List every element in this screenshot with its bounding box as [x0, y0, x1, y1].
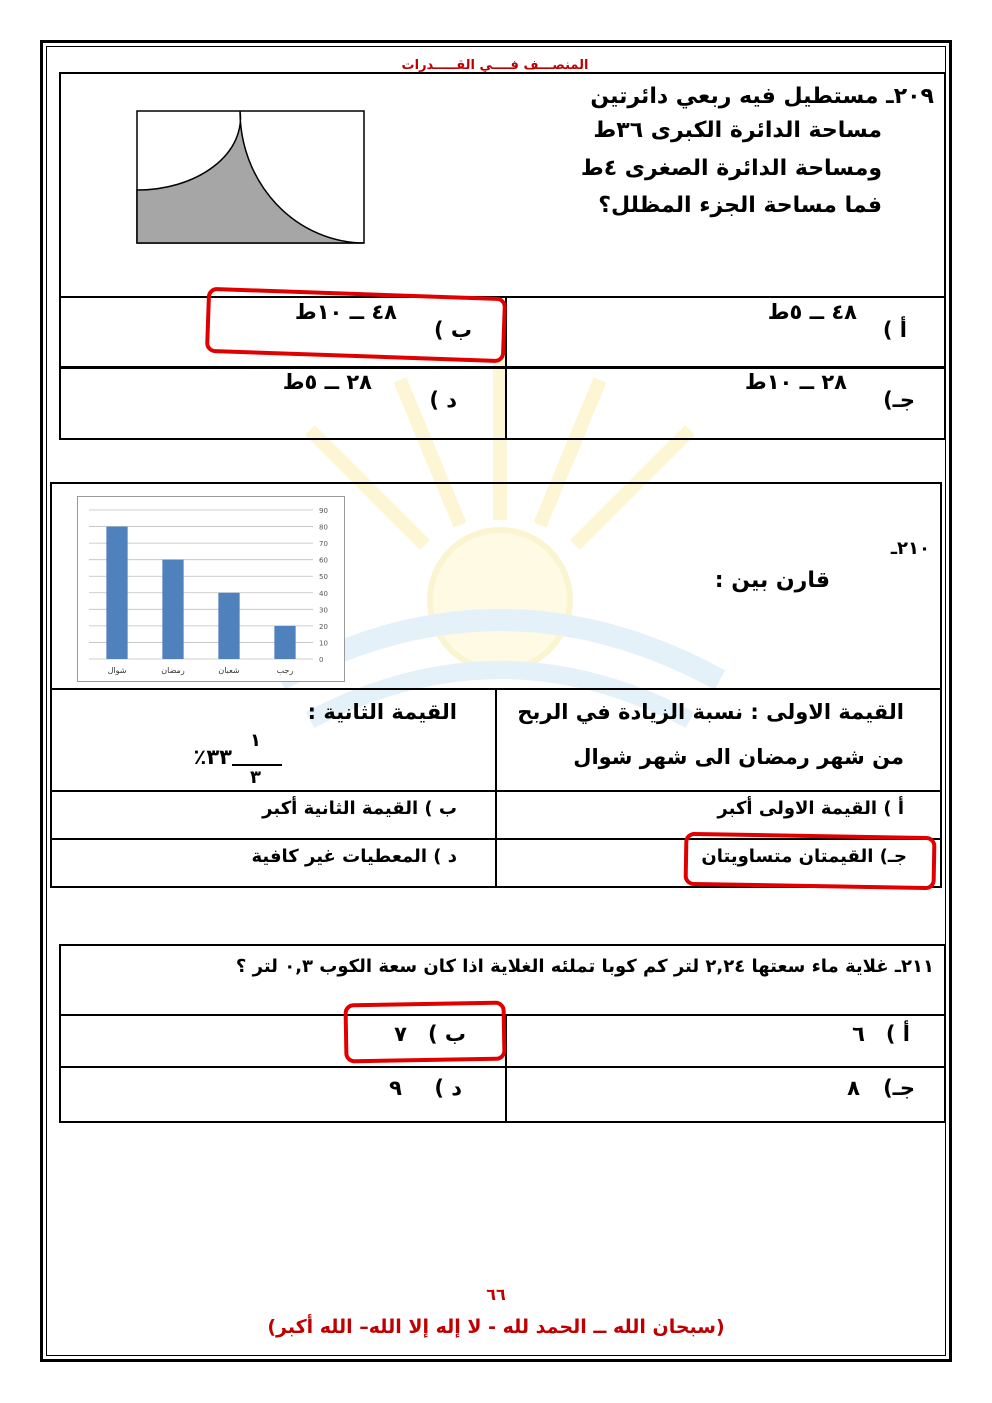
- q209-option-a-letter: أ ): [882, 318, 907, 342]
- chart-x-tick-label: رمضان: [161, 666, 185, 675]
- q210-number: ٢١٠ـ: [890, 538, 930, 559]
- chart-x-tick-label: رجب: [276, 666, 294, 675]
- q209-option-d-value: ٢٨ ــ ٥ط: [282, 370, 372, 394]
- q209-figure: [136, 110, 366, 245]
- q210-answer-mark: [684, 832, 937, 890]
- q209-option-c-value: ٢٨ ــ ١٠ط: [744, 370, 847, 394]
- q211-option-a-letter: أ ): [885, 1022, 910, 1046]
- page-number: ٦٦: [486, 1285, 506, 1304]
- chart-x-tick-label: شعبان: [218, 666, 240, 675]
- chart-y-tick-label: 20: [319, 622, 328, 631]
- chart-y-tick-label: 60: [319, 556, 328, 565]
- q211-option-c-letter: جـ): [883, 1076, 915, 1100]
- chart-y-tick-label: 30: [319, 606, 328, 615]
- q210-option-a-label: أ ) القيمة الاولى أكبر: [717, 798, 904, 819]
- chart-y-tick-label: 0: [319, 656, 324, 664]
- q210-bar-chart: [77, 496, 345, 682]
- q210-value2-frac-den: ٣: [250, 767, 261, 788]
- q209-number: ٢٠٩ـ: [886, 84, 934, 109]
- q210-option-d-label: د ) المعطيات غير كافية: [251, 846, 457, 867]
- chart-y-tick-label: 10: [319, 639, 328, 648]
- q211-option-a[interactable]: [505, 1014, 946, 1068]
- q209-answer-mark: [205, 287, 507, 363]
- q210-value2-frac-num: ١: [250, 730, 261, 751]
- q209-option-c-letter: جـ): [883, 388, 915, 412]
- q209-option-a-value: ٤٨ ــ ٥ط: [767, 300, 857, 324]
- q211-option-a-value: ٦: [852, 1022, 865, 1046]
- q211-option-b-value: ٧: [394, 1022, 407, 1046]
- q210-value1-line2: من شهر رمضان الى شهر شوال: [573, 745, 904, 769]
- chart-bar: [162, 560, 183, 659]
- chart-bar: [218, 593, 239, 659]
- chart-bar: [106, 527, 127, 659]
- q211-option-b-letter: ب ): [427, 1022, 466, 1046]
- q209-line-3: ومساحة الدائرة الصغرى ٤ط: [580, 156, 882, 181]
- q209-option-a[interactable]: [505, 296, 946, 368]
- q210-prompt: قارن بين :: [714, 568, 830, 593]
- q210-value1-line1: القيمة الاولى : نسبة الزيادة في الربح: [517, 700, 904, 724]
- q211-option-d-letter: د ): [434, 1076, 462, 1100]
- q210-option-c-label: جـ) القيمتان متساويتان: [701, 846, 907, 867]
- q211-answer-mark: [343, 1001, 506, 1064]
- q209-option-b-letter: ب ): [433, 318, 472, 342]
- q211-option-d-value: ٩: [389, 1076, 402, 1100]
- header-title: المنصـــف فــــي القـــــدرات: [401, 58, 589, 73]
- q211-question: ٢١١ـ غلاية ماء سعتها ٢,٢٤ لتر كم كوبا تملئه الغلاية اذا كان سعة الكوب ٠,٣ لتر ؟: [235, 956, 934, 977]
- chart-y-tick-label: 70: [319, 540, 328, 549]
- chart-y-tick-label: 80: [319, 523, 328, 532]
- chart-y-tick-label: 90: [319, 507, 328, 515]
- q209-text-1: مستطيل فيه ربعي دائرتين: [590, 84, 879, 109]
- chart-y-tick-label: 40: [319, 589, 328, 598]
- q209-line-4: فما مساحة الجزء المظلل؟: [598, 193, 882, 218]
- q211-option-c-value: ٨: [847, 1076, 860, 1100]
- q210-value2-label: القيمة الثانية :: [307, 700, 457, 724]
- q209-option-c[interactable]: [505, 367, 946, 440]
- chart-bar: [274, 626, 295, 659]
- q209-line-1: [590, 84, 934, 109]
- q210-value2-frac-bar: [232, 764, 282, 766]
- chart-x-tick-label: شوال: [107, 666, 127, 675]
- q211-option-c[interactable]: [505, 1066, 946, 1123]
- footer-text: (سبحان الله ــ الحمد لله - لا إله إلا الله– الله أكبر): [267, 1316, 725, 1338]
- q210-option-b-label: ب ) القيمة الثانية أكبر: [262, 798, 457, 819]
- q209-option-b-value: ٤٨ ــ ١٠ط: [294, 300, 397, 324]
- q209-line-2: مساحة الدائرة الكبرى ٣٦ط: [593, 118, 882, 143]
- q209-option-d-letter: د ): [429, 388, 457, 412]
- chart-y-tick-label: 50: [319, 573, 328, 582]
- q210-value2-percent: ٣٣٪: [193, 745, 232, 769]
